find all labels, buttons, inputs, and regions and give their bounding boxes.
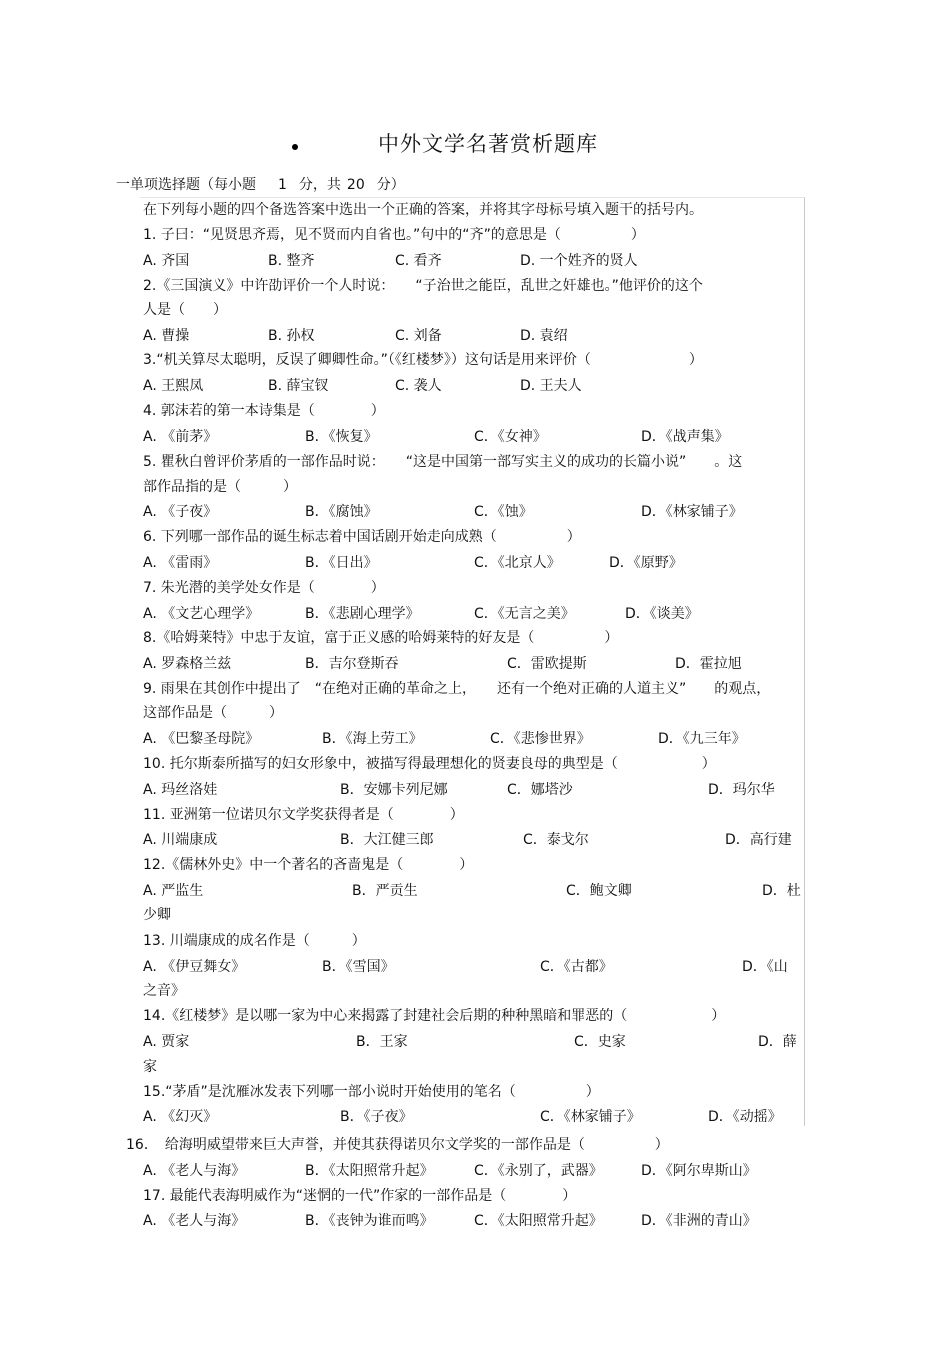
- question-10-stem: 10. 托尔斯泰所描写的妇女形象中，被描写得最理想化的贤妻良母的典型是（ ）: [143, 756, 716, 772]
- question-8-stem: 8.《哈姆莱特》中忠于友谊，富于正义感的哈姆莱特的好友是（ ）: [143, 630, 619, 646]
- question-9-option-b: B．《海上劳工》: [322, 731, 423, 747]
- question-9-option-d: D．《九三年》: [658, 731, 746, 747]
- question-17-stem: 17. 最能代表海明威作为“迷惘的一代”作家的一部作品是（ ）: [143, 1188, 577, 1204]
- question-11-option-c: C．泰戈尔: [523, 832, 589, 848]
- question-12-option-c: C．鲍文卿: [566, 883, 632, 899]
- question-3-option-d: D. 王夫人: [520, 378, 582, 394]
- question-10-option-d: D．玛尔华: [708, 782, 775, 798]
- question-7-option-d: D．《谈美》: [625, 606, 699, 622]
- question-5-stem: 部作品指的是（ ）: [143, 479, 297, 495]
- question-17-option-c: C．《太阳照常升起》: [474, 1213, 603, 1229]
- question-16-option-a: A. 《老人与海》: [143, 1163, 246, 1179]
- question-14-option-c: C．史家: [574, 1034, 626, 1050]
- question-16-option-b: B．《太阳照常升起》: [305, 1163, 434, 1179]
- question-7-option-a: A. 《文艺心理学》: [143, 606, 260, 622]
- section-heading: 一单项选择题（每小题 1 分，共 20 分）: [116, 177, 405, 193]
- question-5-option-d: D．《林家铺子》: [641, 504, 743, 520]
- question-3-option-a: A. 王熙凤: [143, 378, 204, 394]
- question-16-option-d: D．《阿尔卑斯山》: [641, 1163, 757, 1179]
- question-6-option-b: B．《日出》: [305, 555, 378, 571]
- question-2-stem: 人是（ ）: [143, 302, 227, 318]
- question-7-option-c: C．《无言之美》: [474, 606, 575, 622]
- question-9-option-c: C．《悲惨世界》: [490, 731, 591, 747]
- question-4-option-c: C．《女神》: [474, 429, 547, 445]
- question-11-option-d: D．高行建: [725, 832, 792, 848]
- question-2-option-a: A. 曹操: [143, 328, 190, 344]
- question-9-stem: 这部作品是（ ）: [143, 705, 283, 721]
- question-14-stem: 14.《红楼梦》是以哪一家为中心来揭露了封建社会后期的种种黑暗和罪恶的（ ）: [143, 1008, 726, 1024]
- question-13-option-wrap: 之音》: [143, 983, 185, 999]
- question-4-option-a: A. 《前茅》: [143, 429, 218, 445]
- question-4-option-b: B．《恢复》: [305, 429, 378, 445]
- question-6-option-d: D．《原野》: [609, 555, 683, 571]
- question-1-option-d: D. 一个姓齐的贤人: [520, 253, 638, 269]
- question-2-option-c: C. 刘备: [395, 328, 442, 344]
- question-12-stem: 12.《儒林外史》中一个著名的吝啬鬼是（ ）: [143, 857, 474, 873]
- question-1-stem: 1. 子曰：“见贤思齐焉，见不贤而内自省也。”句中的“齐”的意思是（ ）: [143, 227, 645, 243]
- question-10-option-a: A. 玛丝洛娃: [143, 782, 218, 798]
- question-17-option-d: D．《非洲的青山》: [641, 1213, 757, 1229]
- question-7-option-b: B．《悲剧心理学》: [305, 606, 420, 622]
- question-14-option-wrap: 家: [143, 1059, 157, 1075]
- question-17-option-a: A. 《老人与海》: [143, 1213, 246, 1229]
- question-15-option-b: B．《子夜》: [340, 1109, 413, 1125]
- question-13-option-a: A. 《伊豆舞女》: [143, 959, 246, 975]
- question-16-stem: 16． 给海明威望带来巨大声誉，并使其获得诺贝尔文学奖的一部作品是（ ）: [126, 1137, 669, 1153]
- question-12-option-b: B．严贡生: [352, 883, 418, 899]
- question-8-option-b: B．吉尔登斯吞: [305, 656, 399, 672]
- question-6-stem: 6. 下列哪一部作品的诞生标志着中国话剧开始走向成熟（ ）: [143, 529, 581, 545]
- question-11-option-b: B．大江健三郎: [340, 832, 434, 848]
- question-13-option-b: B．《雪国》: [322, 959, 395, 975]
- question-4-stem: 4. 郭沫若的第一本诗集是（ ）: [143, 403, 385, 419]
- question-13-stem: 13. 川端康成的成名作是（ ）: [143, 933, 366, 949]
- question-5-option-c: C．《蚀》: [474, 504, 533, 520]
- question-15-option-c: C．《林家铺子》: [540, 1109, 641, 1125]
- question-1-option-c: C. 看齐: [395, 253, 442, 269]
- question-5-option-b: B．《腐蚀》: [305, 504, 378, 520]
- question-15-option-a: A. 《幻灭》: [143, 1109, 218, 1125]
- question-14-option-a: A. 贾家: [143, 1034, 190, 1050]
- question-6-option-c: C．《北京人》: [474, 555, 561, 571]
- question-1-option-b: B. 整齐: [268, 253, 315, 269]
- question-5-option-a: A. 《子夜》: [143, 504, 218, 520]
- question-1-option-a: A. 齐国: [143, 253, 190, 269]
- question-8-option-d: D．霍拉旭: [675, 656, 742, 672]
- question-15-stem: 15.“茅盾”是沈雁冰发表下列哪一部小说时开始使用的笔名（ ）: [143, 1084, 600, 1100]
- question-11-stem: 11. 亚洲第一位诺贝尔文学奖获得者是（ ）: [143, 807, 464, 823]
- question-10-option-c: C．娜塔沙: [507, 782, 573, 798]
- question-9-option-a: A. 《巴黎圣母院》: [143, 731, 260, 747]
- question-14-option-d: D．薛: [758, 1034, 797, 1050]
- question-12-option-wrap: 少卿: [143, 907, 171, 923]
- question-13-option-c: C．《古都》: [540, 959, 613, 975]
- question-2-option-d: D. 袁绍: [520, 328, 568, 344]
- question-12-option-a: A. 严监生: [143, 883, 204, 899]
- question-10-option-b: B．安娜卡列尼娜: [340, 782, 448, 798]
- question-6-option-a: A. 《雷雨》: [143, 555, 218, 571]
- question-12-option-d: D．杜: [762, 883, 801, 899]
- question-11-option-a: A. 川端康成: [143, 832, 218, 848]
- question-15-option-d: D．《动摇》: [708, 1109, 782, 1125]
- question-17-option-b: B．《丧钟为谁而鸣》: [305, 1213, 434, 1229]
- question-2-stem: 2.《三国演义》中许劭评价一个人时说： “子治世之能臣，乱世之奸雄也。”他评价的这个: [143, 278, 703, 294]
- question-4-option-d: D．《战声集》: [641, 429, 729, 445]
- question-2-option-b: B. 孙权: [268, 328, 315, 344]
- question-5-stem: 5. 瞿秋白曾评价茅盾的一部作品时说： “这是中国第一部写实主义的成功的长篇小说” 。这: [143, 454, 743, 470]
- question-3-option-c: C. 袭人: [395, 378, 442, 394]
- bullet-dot: [292, 144, 298, 150]
- question-8-option-a: A. 罗森格兰兹: [143, 656, 232, 672]
- question-3-option-b: B. 薛宝钗: [268, 378, 329, 394]
- question-14-option-b: B．王家: [356, 1034, 408, 1050]
- question-3-stem: 3.“机关算尽太聪明，反误了卿卿性命。”（《红楼梦》）这句话是用来评价（ ）: [143, 352, 703, 368]
- question-9-stem: 9. 雨果在其创作中提出了 “在绝对正确的革命之上， 还有一个绝对正确的人道主义” 的观点，: [143, 681, 771, 697]
- question-8-option-c: C．雷欧提斯: [507, 656, 587, 672]
- question-13-option-d: D．《山: [742, 959, 788, 975]
- question-16-option-c: C．《永别了，武器》: [474, 1163, 603, 1179]
- question-7-stem: 7. 朱光潜的美学处女作是（ ）: [143, 580, 385, 596]
- instruction-text: 在下列每小题的四个备选答案中选出一个正确的答案，并将其字母标号填入题干的括号内。: [143, 202, 703, 218]
- document-title: 中外文学名著赏析题库: [378, 132, 598, 156]
